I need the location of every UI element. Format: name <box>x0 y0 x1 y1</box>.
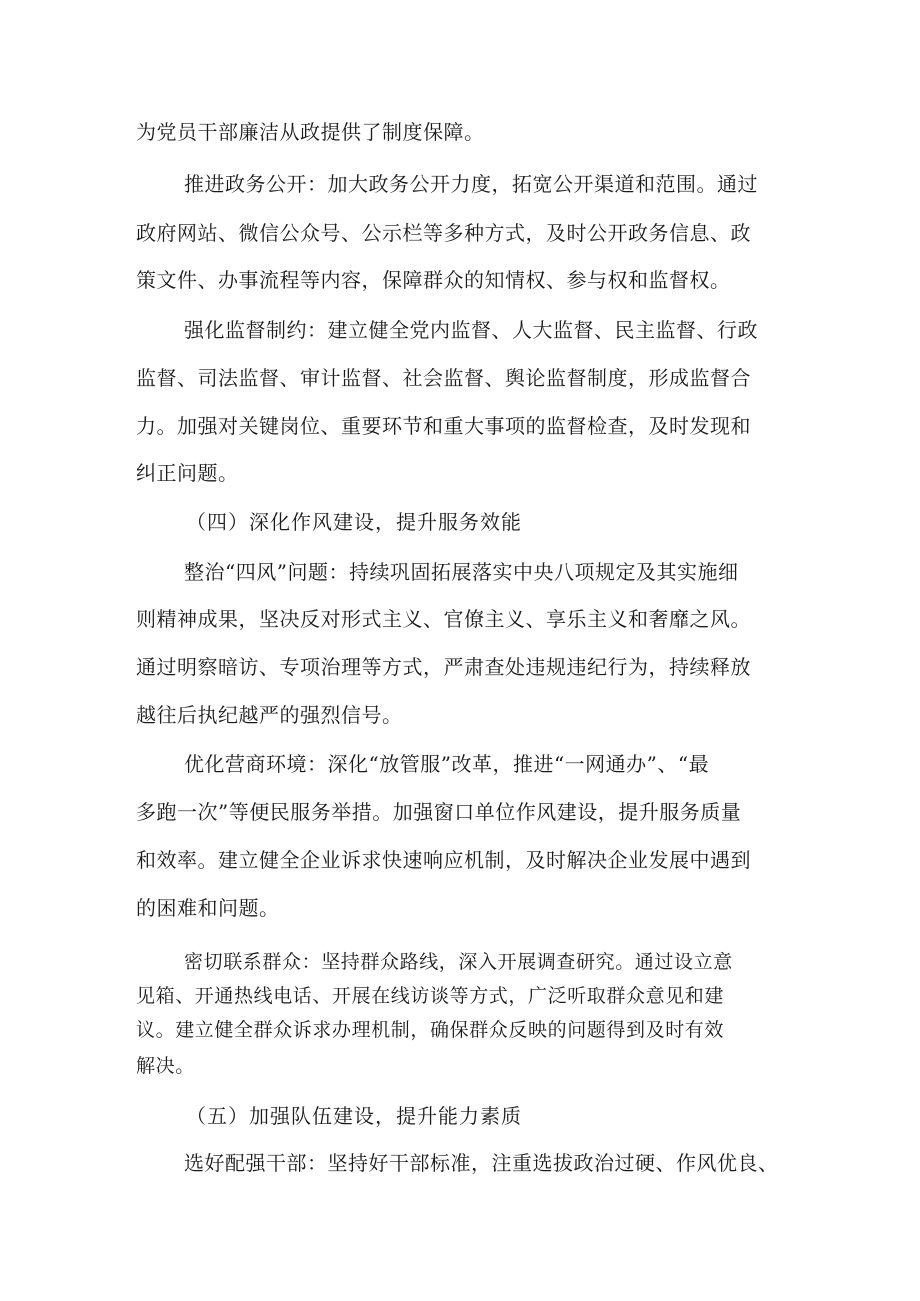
text-line: 则精神成果，坚决反对形式主义、官僚主义、享乐主义和奢靡之风。 <box>136 607 751 631</box>
paragraph-start-line: 密切联系群众：坚持群众路线，深入开展调查研究。通过设立意 <box>184 951 733 973</box>
section-heading: （四）深化作风建设，提升服务效能 <box>186 510 522 534</box>
text-line: 力。加强对关键岗位、重要环节和重大事项的监督检查，及时发现和 <box>136 414 751 438</box>
text-line: 策文件、办事流程等内容，保障群众的知情权、参与权和监督权。 <box>136 268 731 292</box>
text-line: 政府网站、微信公众号、公示栏等多种方式，及时公开政务信息、政 <box>136 221 751 245</box>
text-line: 议。建立健全群众诉求办理机制，确保群众反映的问题得到及时有效 <box>136 1019 725 1041</box>
paragraph-start-line: 强化监督制约：建立健全党内监督、人大监督、民主监督、行政 <box>184 318 758 342</box>
text-line: 为党员干部廉洁从政提供了制度保障。 <box>136 120 485 144</box>
section-heading: （五）加强队伍建设，提升能力素质 <box>186 1104 522 1128</box>
text-line: 纠正问题。 <box>136 461 239 485</box>
text-line: 通过明察暗访、专项治理等方式，严肃查处违规违纪行为，持续释放 <box>136 655 751 679</box>
text-line: 越往后执纪越严的强烈信号。 <box>136 703 403 727</box>
text-line: 解决。 <box>136 1055 195 1077</box>
text-line: 和效率。建立健全企业诉求快速响应机制，及时解决企业发展中遇到 <box>136 848 751 872</box>
paragraph-start-line: 整治“四风”问题：持续巩固拓展落实中央八项规定及其实施细 <box>184 560 739 584</box>
paragraph-start-line: 选好配强干部：坚持好干部标准，注重选拔政治过硬、作风优良、 <box>184 1151 779 1175</box>
text-line: 见箱、开通热线电话、开展在线访谈等方式，广泛听取群众意见和建 <box>136 985 725 1007</box>
text-line: 的困难和问题。 <box>136 896 280 920</box>
text-line: 多跑一次”等便民服务举措。加强窗口单位作风建设，提升服务质量 <box>136 800 742 824</box>
paragraph-start-line: 推进政务公开：加大政务公开力度，拓宽公开渠道和范围。通过 <box>184 172 758 196</box>
paragraph-start-line: 优化营商环境：深化“放管服”改革，推进“一网通办”、“最 <box>184 752 710 776</box>
text-line: 监督、司法监督、审计监督、社会监督、舆论监督制度，形成监督合 <box>136 366 751 390</box>
